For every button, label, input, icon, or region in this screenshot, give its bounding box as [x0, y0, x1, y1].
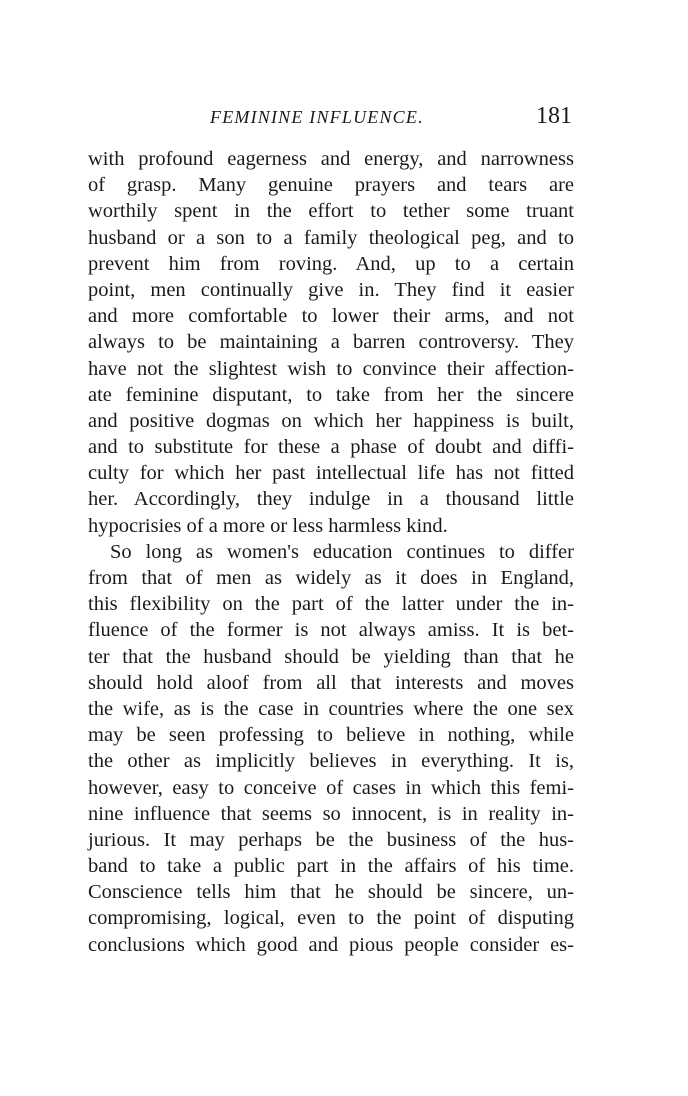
text-line: and to substitute for these a phase of doubt and diffi- [88, 436, 574, 459]
page-number: 181 [536, 103, 572, 129]
text-line: jurious. It may perhaps be the business of the hus- [88, 828, 574, 851]
text-line: should hold aloof from all that interests and moves [88, 671, 574, 694]
text-line: the wife, as is the case in countries where the one sex [88, 697, 574, 720]
text-line: have not the slightest wish to convince their affection- [88, 357, 574, 380]
text-line: this flexibility on the part of the latter under the in- [88, 593, 574, 616]
text-line: from that of men as widely as it does in England, [88, 567, 574, 589]
text-line: worthily spent in the effort to tether some truant [88, 200, 574, 223]
text-line: however, easy to conceive of cases in which this femi- [88, 776, 574, 799]
text-line: So long as women's education continues to differ [110, 540, 574, 563]
text-line: prevent him from roving. And, up to a certain [88, 252, 574, 275]
text-line: hypocrisies of a more or less harmless kind. [88, 514, 448, 537]
running-head [88, 103, 574, 133]
text-line: ter that the husband should be yielding than that he [88, 645, 574, 668]
body-text [88, 146, 574, 958]
text-line: Conscience tells him that he should be sincere, un- [88, 881, 574, 904]
text-line: husband or a son to a family theological peg, and to [88, 226, 574, 249]
text-line: compromising, logical, even to the point of disputing [88, 907, 574, 930]
text-line: and more comfortable to lower their arms, and not [88, 305, 574, 328]
text-line: band to take a public part in the affairs of his time. [88, 855, 574, 878]
text-line: may be seen professing to believe in nothing, while [88, 724, 574, 747]
text-line: the other as implicitly believes in everything. It is, [88, 750, 574, 773]
text-line: fluence of the former is not always amiss. It is bet- [88, 619, 574, 642]
running-title: FEMININE INFLUENCE. [210, 107, 424, 127]
text-line: ate feminine disputant, to take from her the sincere [88, 383, 574, 406]
text-line: conclusions which good and pious people consider es- [88, 933, 574, 956]
text-line: always to be maintaining a barren controversy. They [88, 331, 574, 354]
text-line: and positive dogmas on which her happiness is built, [88, 409, 574, 432]
text-line: culty for which her past intellectual life has not fitted [88, 462, 574, 485]
text-line: nine influence that seems so innocent, is in reality in- [88, 802, 574, 825]
text-line: point, men continually give in. They find it easier [88, 278, 574, 301]
text-line: her. Accordingly, they indulge in a thousand little [88, 488, 574, 511]
text-line: of grasp. Many genuine prayers and tears are [88, 174, 574, 197]
text-line: with profound eagerness and energy, and narrowness [88, 148, 574, 170]
